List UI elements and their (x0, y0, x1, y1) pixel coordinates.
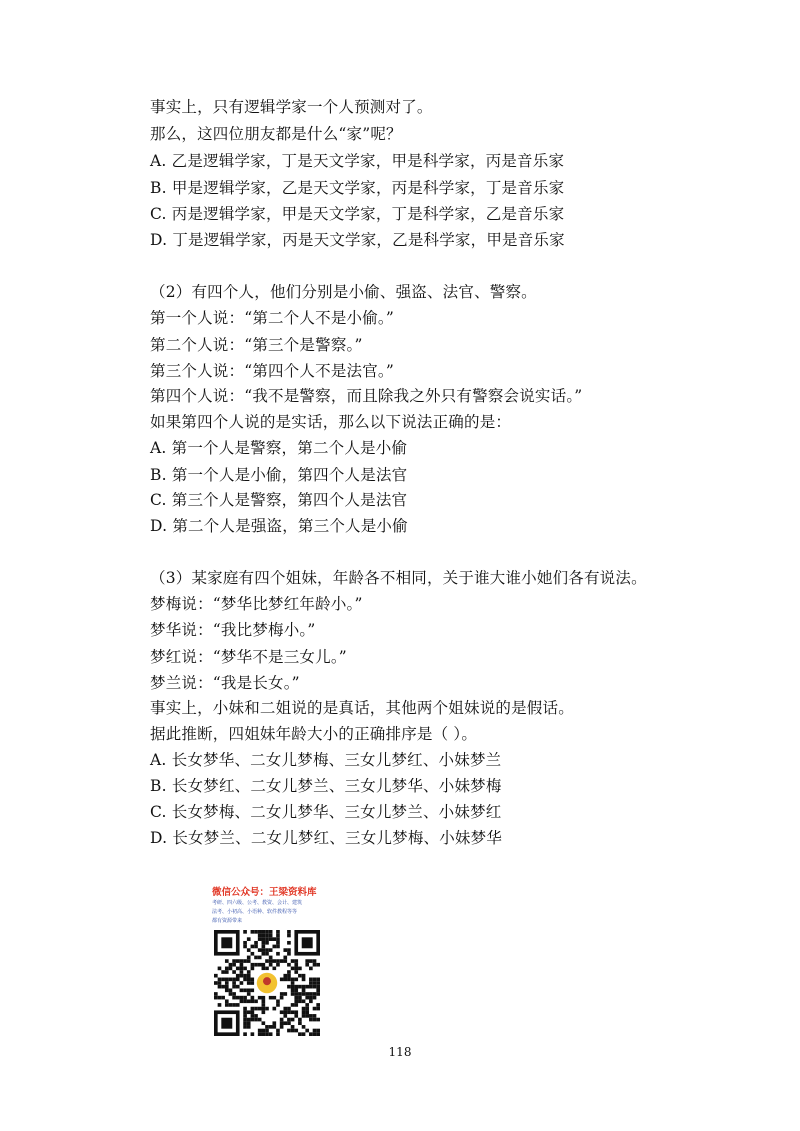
qr-code-icon (214, 930, 320, 1036)
text-line: 事实上，小妹和二姐说的是真话，其他两个姐妹说的是假话。 (150, 699, 574, 717)
option-b: B. 长女梦红、二女儿梦兰、三女儿梦华、小妹梦梅 (150, 777, 502, 795)
text-line: 那么，这四位朋友都是什么“家”呢？ (150, 125, 402, 143)
text-line: 据此推断，四姐妹年龄大小的正确排序是（ ）。 (150, 725, 478, 743)
option-d: D. 丁是逻辑学家，丙是天文学家，乙是科学家，甲是音乐家 (150, 231, 565, 249)
option-a: A. 长女梦华、二女儿梦梅、三女儿梦红、小妹梦兰 (150, 751, 502, 769)
option-b: B. 甲是逻辑学家，乙是天文学家，丙是科学家，丁是音乐家 (150, 179, 565, 197)
option-c: C. 第三个人是警察，第四个人是法官 (150, 491, 408, 509)
option-b: B. 第一个人是小偷，第四个人是法官 (150, 466, 408, 484)
text-line: 梦兰说：“我是长女。” (150, 674, 300, 692)
text-line: 梦红说：“梦华不是三女儿。” (150, 648, 347, 666)
option-a: A. 第一个人是警察，第二个人是小偷 (150, 439, 408, 457)
option-c: C. 长女梦梅、二女儿梦华、三女儿梦兰、小妹梦红 (150, 803, 502, 821)
option-d: D. 第二个人是强盗，第三个人是小偷 (150, 517, 408, 535)
qr-desc-line: 都有资源带来 (212, 918, 243, 924)
text-line: 梦华说：“我比梦梅小。” (150, 621, 316, 639)
text-line: 事实上，只有逻辑学家一个人预测对了。 (150, 98, 433, 116)
text-line: 第三个人说：“第四个人不是法官。” (150, 362, 394, 380)
text-line: 梦梅说：“梦华比梦红年龄小。” (150, 595, 363, 613)
option-a: A. 乙是逻辑学家，丁是天文学家，甲是科学家，丙是音乐家 (150, 152, 565, 170)
text-line: 第一个人说：“第二个人不是小偷。” (150, 309, 394, 327)
text-line: 如果第四个人说的是实话，那么以下说法正确的是： (150, 413, 512, 431)
qr-desc-line: 考研、四六级、公考、教资、会计、建筑 (212, 900, 303, 906)
text-line: 第二个人说：“第三个是警察。” (150, 336, 363, 354)
option-c: C. 丙是逻辑学家，甲是天文学家，丁是科学家，乙是音乐家 (150, 205, 565, 223)
text-line: 第四个人说：“我不是警察，而且除我之外只有警察会说实话。” (150, 387, 583, 405)
question-heading: （2）有四个人，他们分别是小偷、强盗、法官、警察。 (150, 283, 537, 301)
question-heading: （3）某家庭有四个姐妹，年龄各不相同，关于谁大谁小她们各有说法。 (150, 569, 647, 587)
qr-promo (208, 882, 324, 1034)
page-number: 118 (388, 1045, 412, 1059)
qr-desc-line: 法考、小初高、小语种、软件教程等等 (212, 909, 298, 915)
option-d: D. 长女梦兰、二女儿梦红、三女儿梦梅、小妹梦华 (150, 829, 503, 847)
qr-title: 微信公众号：王梁资料库 (212, 887, 317, 898)
